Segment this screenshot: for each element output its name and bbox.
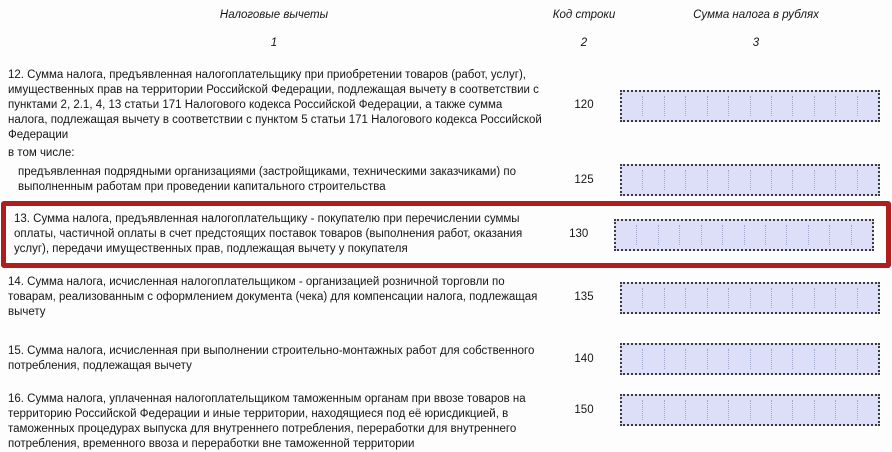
row-12-description: 12. Сумма налога, предъявленная налогоплательщику при приобретении товаров (работ, услуг), имущественных прав на территории Российской Федерации, подлежащая вычету в соответствии с пунктами 2, 2.1, 4, 13 статьи 171 Налогового кодекса Российской Федерации, а также сумма налога, подлежащая вычету в соответствии с пунктом 5 статьи 171 Налогового кодекса Российской Федерации	[8, 69, 542, 141]
row-16-line-code: 150	[574, 404, 594, 416]
header-amount: Сумма налога в рублях	[693, 9, 819, 21]
table-header	[0, 0, 892, 23]
row-13-amount-field[interactable]	[614, 219, 874, 251]
row-16-description: 16. Сумма налога, уплаченная налогоплательщиком таможенным органам при ввозе товаров на территорию Российской Федерации и иные территории, находящиеся под её юрисдикцией, в таможенных процедурах выпуска для внутреннего потребления, переработки для внутреннего потребления, временного ввоза и переработки вне таможенной территории	[8, 393, 526, 450]
table-header-numbers	[0, 23, 892, 51]
column-number-2: 2	[580, 37, 588, 49]
table-row	[0, 164, 892, 196]
row-125-description: предъявленная подрядными организациями (застройщиками, техническими заказчиками) по выполненным работам при проведении капитального строительства	[18, 166, 516, 193]
row-12-line-code: 120	[574, 99, 594, 111]
table-row	[6, 212, 886, 257]
table-row	[0, 275, 892, 320]
row-15-line-code: 140	[574, 352, 594, 365]
row-13-line-code: 130	[569, 228, 589, 240]
row-125-line-code: 125	[574, 173, 594, 186]
table-row	[0, 68, 892, 143]
header-deductions: Налоговые вычеты	[219, 9, 329, 21]
column-number-3: 3	[752, 37, 760, 49]
subtotal-note: в том числе:	[8, 147, 75, 159]
row-14-amount-field[interactable]	[620, 282, 880, 314]
column-number-1: 1	[270, 37, 278, 49]
table-row	[0, 343, 892, 375]
table-row	[0, 392, 892, 452]
row-12-amount-field[interactable]	[620, 90, 880, 122]
row-15-description: 15. Сумма налога, исчисленная при выполнении строительно-монтажных работ для собственного потребления, подлежащая вычету	[8, 345, 535, 372]
row-125-amount-field[interactable]	[620, 164, 880, 196]
header-line-code: Код строки	[552, 9, 616, 21]
row-14-line-code: 135	[574, 291, 594, 303]
row-16-amount-field[interactable]	[620, 394, 880, 426]
highlight-box-row-13	[1, 201, 891, 268]
row-15-amount-field[interactable]	[620, 343, 880, 375]
row-13-description: 13. Сумма налога, предъявленная налогоплательщику - покупателю при перечислении суммы оплаты, частичной оплаты в счет предстоящих поставок товаров (выполнения работ, оказания услуг), передачи имущественных прав, подлежащая вычету у покупателя	[14, 213, 523, 255]
row-14-description: 14. Сумма налога, исчисленная налогоплательщиком - организацией розничной торговли по товарам, реализованным с оформлением документа (чека) для компенсации налога, подлежащая вычету	[8, 276, 538, 318]
